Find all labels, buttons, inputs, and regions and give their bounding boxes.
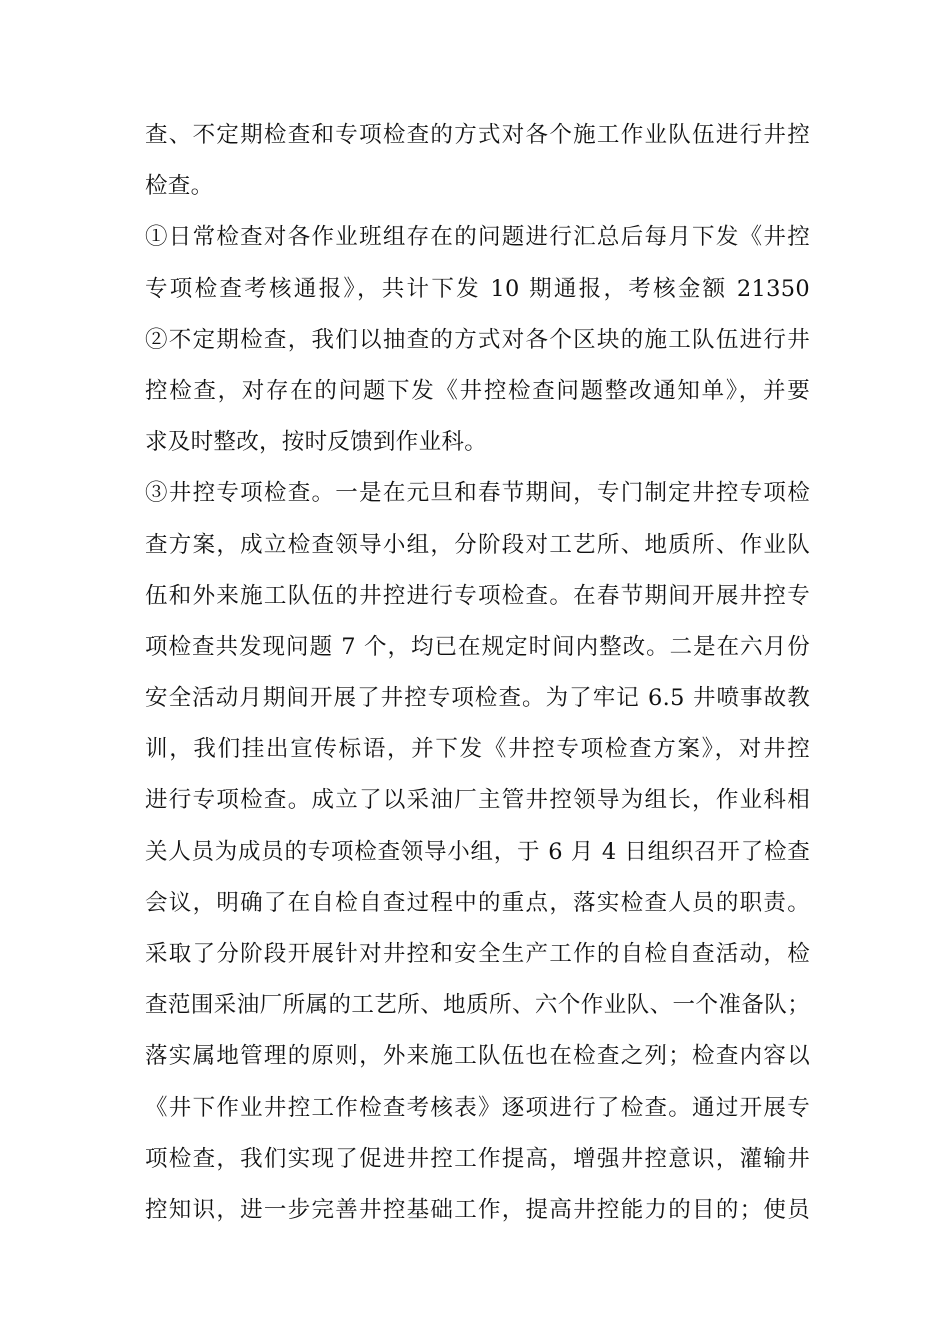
text-line: 会议，明确了在自检自查过程中的重点，落实检查人员的职责。	[145, 889, 810, 916]
text-line: ③井控专项检查。一是在元旦和春节期间，专门制定井控专项检	[145, 480, 810, 507]
text-line: 控知识，进一步完善井控基础工作，提高井控能力的目的；使员	[145, 1196, 810, 1223]
text-line: ①日常检查对各作业班组存在的问题进行汇总后每月下发《井控	[145, 224, 810, 251]
text-line: 控检查，对存在的问题下发《井控检查问题整改通知单》，并要	[145, 377, 810, 404]
text-line: 关人员为成员的专项检查领导小组，于 6 月 4 日组织召开了检查	[145, 838, 810, 865]
text-line: 采取了分阶段开展针对井控和安全生产工作的自检自查活动，检	[145, 941, 810, 967]
text-line: 查、不定期检查和专项检查的方式对各个施工作业队伍进行井控	[145, 122, 810, 148]
text-line: 检查。	[145, 173, 214, 200]
text-line: 项检查共发现问题 7 个，均已在规定时间内整改。二是在六月份	[145, 633, 810, 660]
text-line: 进行专项检查。成立了以采油厂主管井控领导为组长，作业科相	[145, 787, 810, 814]
text-line: 求及时整改，按时反馈到作业科。	[145, 429, 488, 456]
text-line: 伍和外来施工队伍的井控进行专项检查。在春节期间开展井控专	[145, 582, 810, 609]
text-line: 查方案，成立检查领导小组，分阶段对工艺所、地质所、作业队	[145, 531, 810, 558]
text-line: 专项检查考核通报》，共计下发 10 期通报，考核金额 21350	[145, 275, 810, 302]
text-line: 《井下作业井控工作检查考核表》逐项进行了检查。通过开展专	[145, 1094, 810, 1121]
text-line: ②不定期检查，我们以抽查的方式对各个区块的施工队伍进行井	[145, 326, 810, 353]
text-line: 项检查，我们实现了促进井控工作提高，增强井控意识，灌输井	[145, 1145, 810, 1172]
text-line: 落实属地管理的原则，外来施工队伍也在检查之列；检查内容以	[145, 1043, 810, 1070]
text-line: 安全活动月期间开展了井控专项检查。为了牢记 6.5 井喷事故教	[145, 685, 810, 712]
text-line: 查范围采油厂所属的工艺所、地质所、六个作业队、一个准备队；	[145, 992, 810, 1019]
body-text	[145, 110, 810, 1236]
text-line: 训，我们挂出宣传标语，并下发《井控专项检查方案》，对井控	[145, 736, 810, 763]
